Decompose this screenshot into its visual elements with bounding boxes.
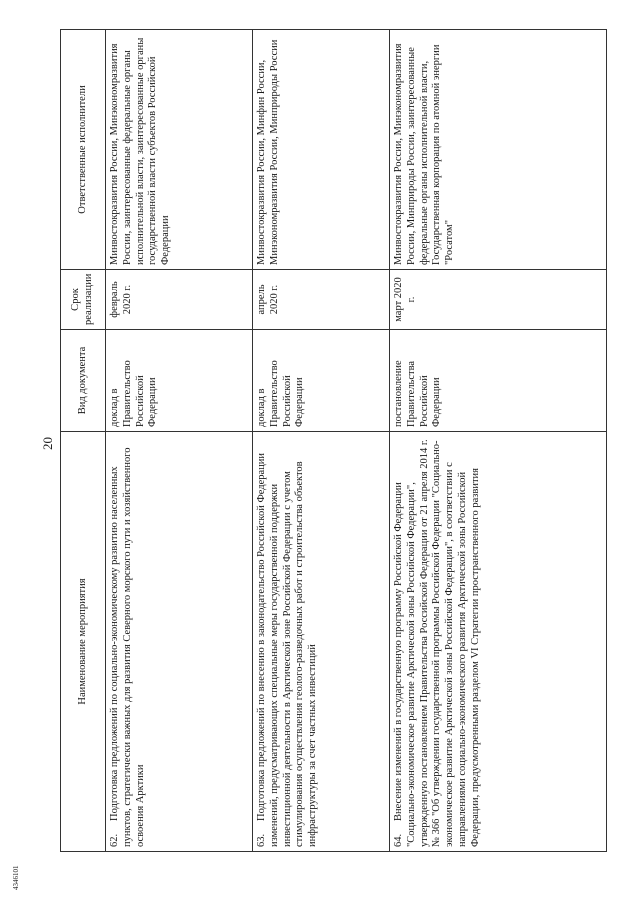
measure-name: Внесение изменений в государственную программу Российской Федерации "Социально-экономическое развитие Арктической зоны Российской Федерации", утвержденную постановлением Правительства Российской Федерации от 21 апреля 2014 г. № 366 "Об утверждении государственной программы Российской Федерации "Социально-экономическое развитие Арктической зоны Российской Федерации", в соответствии с направлениями социально-экономического развития Арктической зоны Российской Федерации, предусмотренными разделом VI Стратегии пространственного развития bbox=[393, 439, 481, 847]
header-exec: Ответственные исполнители bbox=[61, 30, 106, 270]
document-type-cell: доклад в Правительство Российской Федерации bbox=[253, 330, 390, 432]
document-code: 4346101 bbox=[12, 865, 20, 890]
page-number: 20 bbox=[40, 437, 55, 450]
deadline-cell: февраль 2020 г. bbox=[106, 270, 253, 330]
executors-cell: Минвостокразвития России, Минфин России, Минэкономразвития России, Минприроды России bbox=[253, 30, 390, 270]
row-number: 63. bbox=[256, 833, 267, 847]
table-row bbox=[390, 30, 607, 852]
header-doc: Вид документа bbox=[61, 330, 106, 432]
measures-table bbox=[60, 29, 607, 852]
executors-cell: Минвостокразвития России, Минэкономразвития России, Минприроды России, заинтересованные федеральные органы исполнительной власти, Государственная корпорация по атомной энергии "Росатом" bbox=[390, 30, 607, 270]
header-name: Наименование мероприятия bbox=[61, 432, 106, 852]
table-header-row bbox=[61, 30, 106, 852]
table-row bbox=[106, 30, 253, 852]
header-term: Срок реализации bbox=[61, 270, 106, 330]
document-type-cell: постановление Правительства Российской Федерации bbox=[390, 330, 607, 432]
measure-name-cell bbox=[390, 432, 607, 852]
measure-name: Подготовка предложений по социально-экономическому развитию населенных пунктов, стратегически важных для развития Северного морского пути и хозяйственного освоения Арктики bbox=[109, 447, 146, 847]
measure-name: Подготовка предложений по внесению в законодательство Российской Федерации изменений, предусматривающих специальные меры государственной поддержки инвестиционной деятельности в Арктической зоне Российской Федерации с учетом стимулирования осуществления геолого-разведочных работ и строительства объектов инфраструктуры за счет частных инвестиций bbox=[256, 452, 319, 847]
deadline-cell: март 2020 г. bbox=[390, 270, 607, 330]
row-number: 62. bbox=[109, 833, 120, 847]
measure-name-cell bbox=[106, 432, 253, 852]
executors-cell: Минвостокразвития России, Минэкономразвития России, заинтересованные федеральные органы исполнительной власти, заинтересованные органы государственной власти субъектов Российской Федерации bbox=[106, 30, 253, 270]
document-type-cell: доклад в Правительство Российской Федерации bbox=[106, 330, 253, 432]
measure-name-cell bbox=[253, 432, 390, 852]
row-number: 64. bbox=[393, 833, 404, 847]
deadline-cell: апрель 2020 г. bbox=[253, 270, 390, 330]
measures-table-container bbox=[60, 30, 592, 852]
table-row bbox=[253, 30, 390, 852]
